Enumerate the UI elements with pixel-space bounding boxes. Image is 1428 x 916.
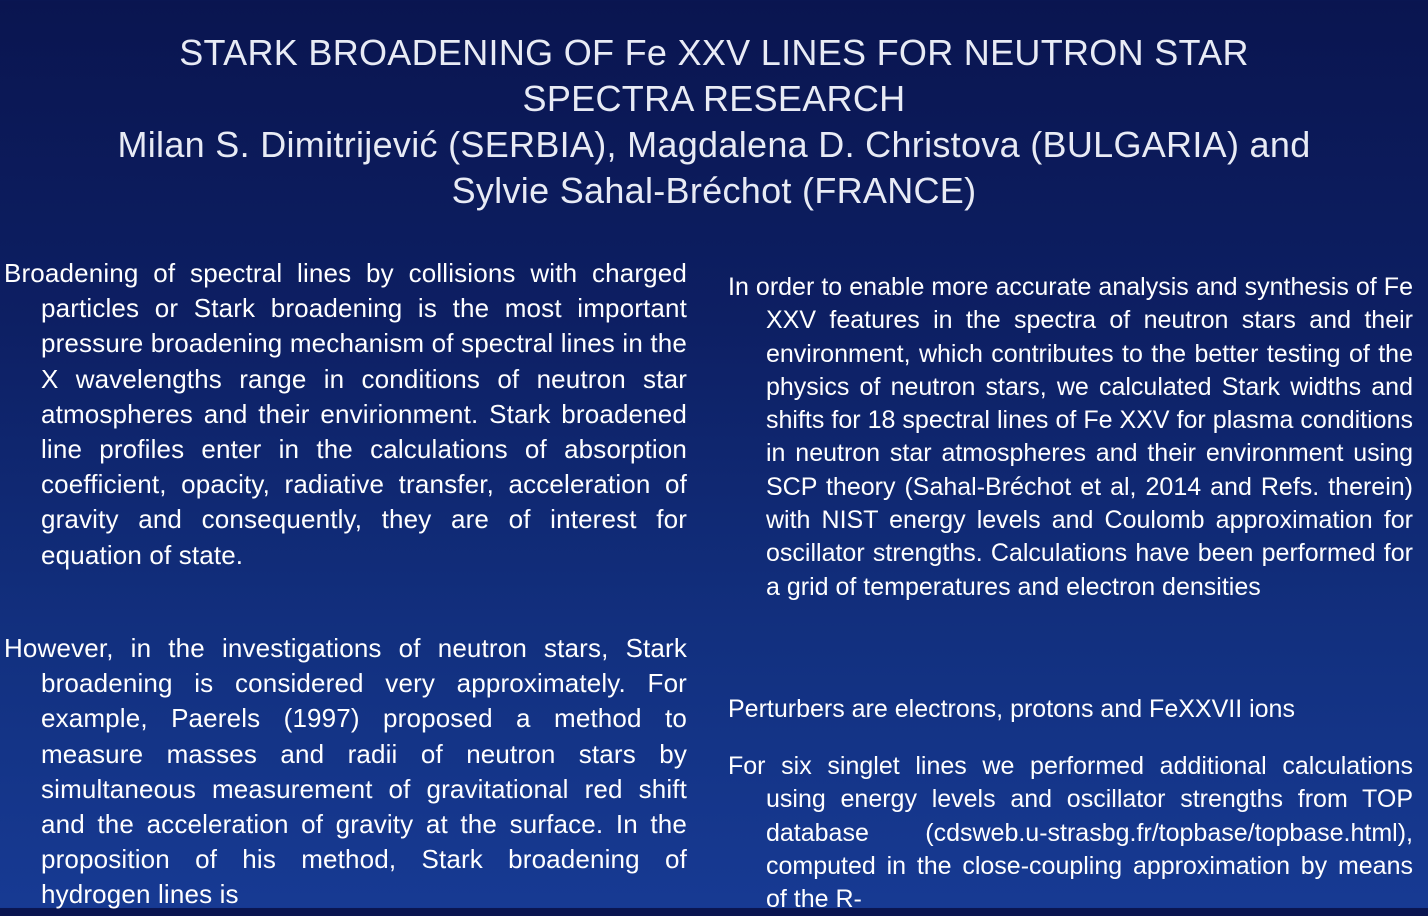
paragraph-neutron-star-investigations: However, in the investigations of neutron stars, Stark broadening is considered very approximately. For example, Paerels (1997) proposed a method to measure masses and radii of neutron stars by simultaneous measurement of gravitational red shift and the acceleration of gravity at the surface. In the proposition of his method, Stark broadening of hydrogen lines is [4,633,687,910]
paragraph-singlet-lines: For six singlet lines we performed additional calculations using energy levels and oscillator strengths from TOP database (cdsweb.u-strasbg.fr/topbase/topbase.html), computed in the close-coupling approximation by means of the R- [728,752,1413,914]
paragraph-stark-broadening-intro: Broadening of spectral lines by collisions with charged particles or Stark broadening is the most important pressure broadening mechanism of spectral lines in the X wavelengths range in conditions of neutron star atmospheres and their envirionment. Stark broadened line profiles enter in the calculations of absorption coefficient, opacity, radiative transfer, acceleration of gravity and consequently, they are of interest for equation of state. [4,258,687,570]
authors-line-2: Sylvie Sahal-Bréchot (FRANCE) [451,170,977,211]
paragraph-calculations: In order to enable more accurate analysis and synthesis of Fe XXV features in the spectra of neutron stars and their environment, which contributes to the better testing of the physics of neutron stars, we calculated Stark widths and shifts for 18 spectral lines of Fe XXV for plasma conditions in neutron star atmospheres and their environment using SCP theory (Sahal-Bréchot et al, 2014 and Refs. therein) with NIST energy levels and Coulomb approximation for oscillator strengths. Calculations have been performed for a grid of temperatures and electron densities [728,273,1413,601]
title-line-2: SPECTRA RESEARCH [522,78,906,119]
poster-header [0,30,1428,214]
authors-line-1: Milan S. Dimitrijević (SERBIA), Magdalena D. Christova (BULGARIA) and [117,124,1311,165]
title-line-1: STARK BROADENING OF Fe XXV LINES FOR NEUTRON STAR [179,32,1249,73]
paragraph-perturbers: Perturbers are electrons, protons and FeXXVII ions [728,695,1295,723]
